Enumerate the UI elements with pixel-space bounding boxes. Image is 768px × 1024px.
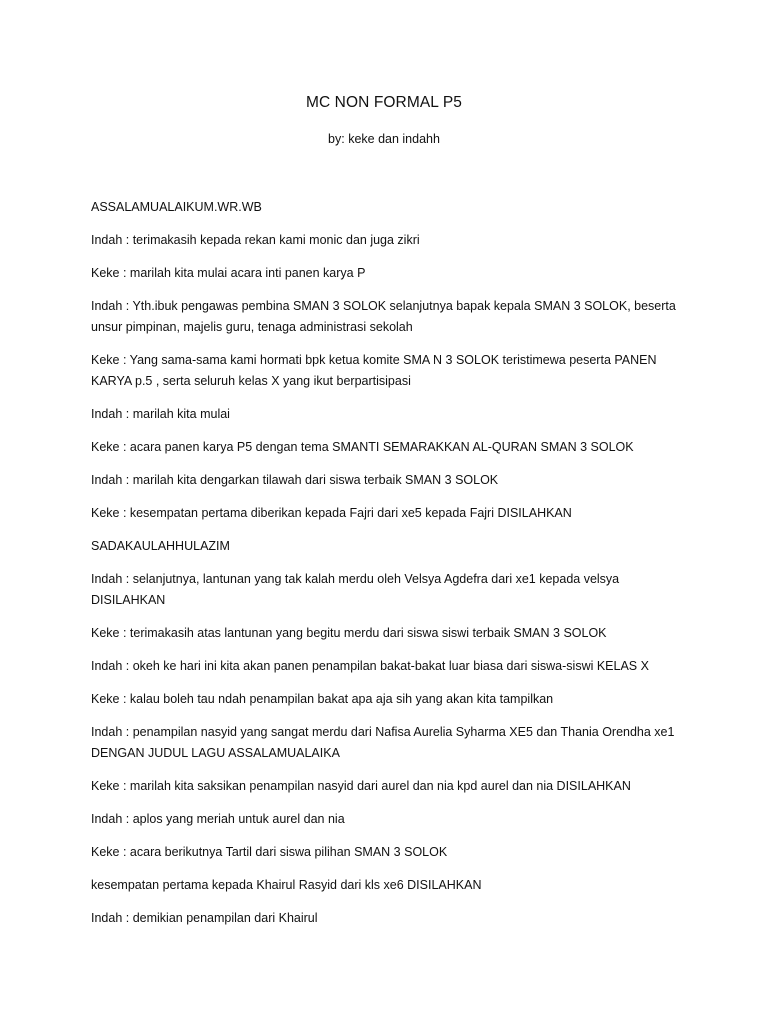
paragraph-line: Indah : selanjutnya, lantunan yang tak kalah merdu oleh Velsya Agdefra dari xe1 kepada velsya DISILAHKAN bbox=[91, 572, 620, 607]
paragraph-line: Indah : Yth.ibuk pengawas pembina SMAN 3 SOLOK selanjutnya bapak kepala SMAN 3 SOLOK, beserta unsur pimpinan, majelis guru, tenaga administrasi sekolah bbox=[91, 299, 676, 334]
paragraph-line: Keke : Yang sama-sama kami hormati bpk ketua komite SMA N 3 SOLOK teristimewa peserta PANEN KARYA p.5 , serta seluruh kelas X yang ikut berpartisipasi bbox=[91, 353, 657, 388]
paragraph-greeting: ASSALAMUALAIKUM.WR.WB bbox=[91, 200, 262, 214]
paragraph-line: SADAKAULAHHULAZIM bbox=[91, 539, 230, 553]
paragraph-line: Indah : marilah kita dengarkan tilawah dari siswa terbaik SMAN 3 SOLOK bbox=[91, 473, 499, 487]
paragraph-line: Indah : penampilan nasyid yang sangat merdu dari Nafisa Aurelia Syharma XE5 dan Thania Orendha xe1 DENGAN JUDUL LAGU ASSALAMUALAIKA bbox=[91, 725, 675, 760]
paragraph-line: Keke : acara panen karya P5 dengan tema SMANTI SEMARAKKAN AL-QURAN SMAN 3 SOLOK bbox=[91, 440, 634, 454]
paragraph-line: Keke : acara berikutnya Tartil dari siswa pilihan SMAN 3 SOLOK bbox=[91, 845, 448, 859]
document-subtitle: by: keke dan indahh bbox=[328, 132, 440, 146]
paragraph-line: Indah : marilah kita mulai bbox=[91, 407, 230, 421]
paragraph-line: Indah : demikian penampilan dari Khairul bbox=[91, 911, 318, 925]
paragraph-line: kesempatan pertama kepada Khairul Rasyid dari kls xe6 DISILAHKAN bbox=[91, 878, 482, 892]
paragraph-line: Indah : aplos yang meriah untuk aurel dan nia bbox=[91, 812, 345, 826]
paragraph-line: Keke : marilah kita saksikan penampilan nasyid dari aurel dan nia kpd aurel dan nia DISILAHKAN bbox=[91, 779, 631, 793]
paragraph-line: Keke : kalau boleh tau ndah penampilan bakat apa aja sih yang akan kita tampilkan bbox=[91, 692, 554, 706]
paragraph-line: Keke : kesempatan pertama diberikan kepada Fajri dari xe5 kepada Fajri DISILAHKAN bbox=[91, 506, 572, 520]
paragraph-line: Indah : okeh ke hari ini kita akan panen penampilan bakat-bakat luar biasa dari siswa-siswi KELAS X bbox=[91, 659, 649, 673]
document-title: MC NON FORMAL P5 bbox=[305, 94, 463, 111]
paragraph-line: Keke : terimakasih atas lantunan yang begitu merdu dari siswa siswi terbaik SMAN 3 SOLOK bbox=[91, 626, 607, 640]
paragraph-line: Keke : marilah kita mulai acara inti panen karya P bbox=[91, 266, 366, 280]
document-body bbox=[91, 197, 691, 941]
paragraph-line: Indah : terimakasih kepada rekan kami monic dan juga zikri bbox=[91, 233, 420, 247]
